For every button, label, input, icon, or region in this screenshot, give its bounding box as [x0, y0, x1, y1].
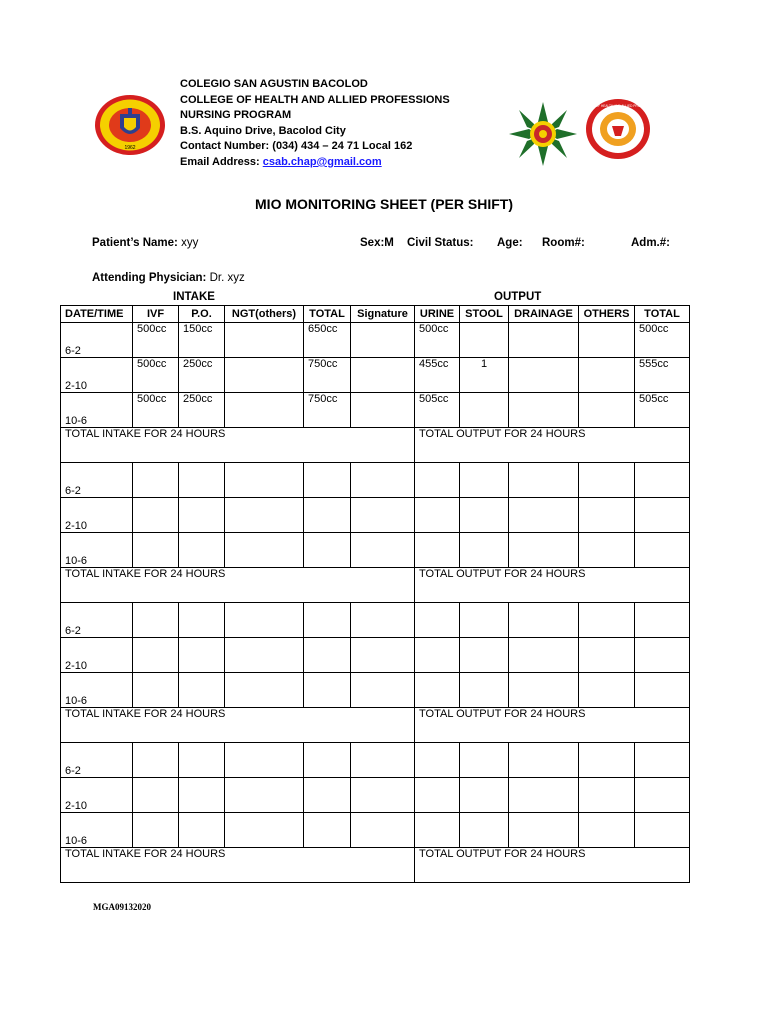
others-cell	[579, 358, 635, 393]
seal-year-text: 1962	[124, 145, 136, 151]
ngt-cell	[225, 638, 304, 673]
total-intake-cell	[304, 463, 351, 498]
signature-cell	[351, 778, 415, 813]
column-header: IVF	[133, 306, 179, 323]
urine-cell	[415, 463, 460, 498]
shift-cell: 10-6	[61, 393, 133, 428]
table-row	[61, 358, 690, 393]
total-output-24h-cell: TOTAL OUTPUT FOR 24 HOURS	[415, 848, 690, 883]
drainage-cell	[509, 393, 579, 428]
others-cell	[579, 463, 635, 498]
column-header: P.O.	[179, 306, 225, 323]
drainage-cell	[509, 498, 579, 533]
total-output-cell	[635, 603, 690, 638]
po-cell	[179, 533, 225, 568]
ivf-cell: 500cc	[133, 393, 179, 428]
signature-cell	[351, 358, 415, 393]
others-cell	[579, 638, 635, 673]
urine-cell	[415, 638, 460, 673]
stool-cell	[460, 393, 509, 428]
ngt-cell	[225, 498, 304, 533]
shift-cell: 2-10	[61, 498, 133, 533]
others-cell	[579, 778, 635, 813]
drainage-cell	[509, 603, 579, 638]
others-cell	[579, 533, 635, 568]
drainage-cell	[509, 673, 579, 708]
total-output-cell	[635, 463, 690, 498]
urine-cell	[415, 743, 460, 778]
signature-cell	[351, 673, 415, 708]
ivf-cell	[133, 813, 179, 848]
total-output-cell	[635, 673, 690, 708]
sex-field	[360, 237, 394, 249]
room-label: Room#:	[542, 237, 585, 249]
stool-cell	[460, 673, 509, 708]
physician-field	[92, 272, 245, 284]
ngt-cell	[225, 393, 304, 428]
total-output-cell	[635, 638, 690, 673]
output-heading: OUTPUT	[494, 291, 542, 303]
drainage-cell	[509, 323, 579, 358]
shift-cell: 6-2	[61, 463, 133, 498]
po-cell	[179, 743, 225, 778]
others-cell	[579, 673, 635, 708]
shift-cell: 2-10	[61, 358, 133, 393]
total-24h-row	[61, 848, 690, 883]
signature-cell	[351, 393, 415, 428]
intake-heading: INTAKE	[173, 291, 215, 303]
total-output-cell: 500cc	[635, 323, 690, 358]
others-cell	[579, 323, 635, 358]
total-intake-cell	[304, 743, 351, 778]
age-label: Age:	[497, 237, 523, 249]
total-output-24h-cell: TOTAL OUTPUT FOR 24 HOURS	[415, 708, 690, 743]
ivf-cell	[133, 498, 179, 533]
ngt-cell	[225, 813, 304, 848]
signature-cell	[351, 603, 415, 638]
urine-cell	[415, 673, 460, 708]
ivf-cell	[133, 463, 179, 498]
column-header: OTHERS	[579, 306, 635, 323]
total-output-cell	[635, 498, 690, 533]
po-cell	[179, 778, 225, 813]
total-intake-24h-cell: TOTAL INTAKE FOR 24 HOURS	[61, 568, 415, 603]
ngt-cell	[225, 463, 304, 498]
total-intake-cell	[304, 638, 351, 673]
table-row	[61, 743, 690, 778]
po-cell	[179, 638, 225, 673]
ngt-cell	[225, 323, 304, 358]
table-row	[61, 778, 690, 813]
drainage-cell	[509, 743, 579, 778]
ngt-cell	[225, 533, 304, 568]
column-header: DATE/TIME	[61, 306, 133, 323]
drainage-cell	[509, 358, 579, 393]
ivf-cell	[133, 603, 179, 638]
shift-cell: 6-2	[61, 323, 133, 358]
total-intake-cell	[304, 603, 351, 638]
shift-cell: 10-6	[61, 673, 133, 708]
po-cell	[179, 498, 225, 533]
total-intake-cell	[304, 813, 351, 848]
total-output-cell	[635, 813, 690, 848]
ngt-cell	[225, 603, 304, 638]
column-header: NGT(others)	[225, 306, 304, 323]
others-cell	[579, 603, 635, 638]
table-row	[61, 393, 690, 428]
total-intake-24h-cell: TOTAL INTAKE FOR 24 HOURS	[61, 848, 415, 883]
urine-cell	[415, 533, 460, 568]
total-intake-24h-cell: TOTAL INTAKE FOR 24 HOURS	[61, 708, 415, 743]
total-intake-cell: 750cc	[304, 393, 351, 428]
shift-cell: 2-10	[61, 778, 133, 813]
signature-cell	[351, 813, 415, 848]
table-row	[61, 603, 690, 638]
po-cell: 250cc	[179, 358, 225, 393]
physician-value: Dr. xyz	[209, 272, 245, 284]
header-line: Contact Number: (034) 434 – 24 71 Local 162	[180, 140, 413, 152]
column-header: TOTAL	[635, 306, 690, 323]
po-cell	[179, 463, 225, 498]
others-cell	[579, 743, 635, 778]
total-24h-row	[61, 568, 690, 603]
po-cell	[179, 673, 225, 708]
table-row	[61, 533, 690, 568]
header-line: NURSING PROGRAM	[180, 109, 292, 121]
column-header: URINE	[415, 306, 460, 323]
column-header: DRAINAGE	[509, 306, 579, 323]
patient-name-value: xyy	[181, 237, 199, 249]
ngt-cell	[225, 358, 304, 393]
school-seal-logo	[94, 94, 166, 156]
total-intake-cell	[304, 498, 351, 533]
signature-cell	[351, 463, 415, 498]
po-cell: 150cc	[179, 323, 225, 358]
po-cell: 250cc	[179, 393, 225, 428]
total-output-cell	[635, 778, 690, 813]
email-line	[180, 155, 382, 170]
column-header: Signature	[351, 306, 415, 323]
chap-seal-text: COLLEGE OF HEALTH AND ALLIED PROFESSIONS	[579, 104, 657, 108]
table-row	[61, 463, 690, 498]
signature-cell	[351, 323, 415, 358]
drainage-cell	[509, 463, 579, 498]
drainage-cell	[509, 533, 579, 568]
ivf-cell	[133, 638, 179, 673]
table-row	[61, 673, 690, 708]
po-cell	[179, 603, 225, 638]
nursing-star-logo	[507, 100, 579, 168]
urine-cell: 505cc	[415, 393, 460, 428]
total-output-cell	[635, 533, 690, 568]
drainage-cell	[509, 778, 579, 813]
table-header-row	[61, 306, 690, 323]
total-24h-row	[61, 708, 690, 743]
drainage-cell	[509, 813, 579, 848]
signature-cell	[351, 743, 415, 778]
urine-cell: 455cc	[415, 358, 460, 393]
table-row	[61, 638, 690, 673]
ivf-cell	[133, 778, 179, 813]
signature-cell	[351, 638, 415, 673]
total-intake-cell: 750cc	[304, 358, 351, 393]
mio-table	[60, 305, 690, 883]
total-intake-24h-cell: TOTAL INTAKE FOR 24 HOURS	[61, 428, 415, 463]
email-link[interactable]: csab.chap@gmail.com	[262, 156, 382, 168]
others-cell	[579, 498, 635, 533]
total-output-24h-cell: TOTAL OUTPUT FOR 24 HOURS	[415, 568, 690, 603]
urine-cell	[415, 778, 460, 813]
sex-label: Sex:	[360, 237, 385, 249]
total-intake-cell: 650cc	[304, 323, 351, 358]
ivf-cell	[133, 673, 179, 708]
header-line: COLLEGE OF HEALTH AND ALLIED PROFESSIONS	[180, 94, 450, 106]
drainage-cell	[509, 638, 579, 673]
physician-label: Attending Physician:	[92, 272, 207, 284]
stool-cell	[460, 498, 509, 533]
total-intake-cell	[304, 533, 351, 568]
header-line: COLEGIO SAN AGUSTIN BACOLOD	[180, 78, 368, 90]
shift-cell: 10-6	[61, 813, 133, 848]
stool-cell	[460, 813, 509, 848]
sex-value: M	[384, 237, 394, 249]
ivf-cell: 500cc	[133, 358, 179, 393]
table-row	[61, 323, 690, 358]
table-row	[61, 498, 690, 533]
column-header: TOTAL	[304, 306, 351, 323]
ivf-cell: 500cc	[133, 323, 179, 358]
stool-cell	[460, 323, 509, 358]
stool-cell	[460, 778, 509, 813]
stool-cell	[460, 463, 509, 498]
stool-cell	[460, 743, 509, 778]
total-output-24h-cell: TOTAL OUTPUT FOR 24 HOURS	[415, 428, 690, 463]
signature-cell	[351, 498, 415, 533]
page-title: MIO MONITORING SHEET (PER SHIFT)	[255, 196, 513, 212]
form-code: MGA09132020	[93, 902, 151, 912]
ngt-cell	[225, 743, 304, 778]
patient-name-field	[92, 237, 198, 249]
urine-cell	[415, 813, 460, 848]
urine-cell	[415, 603, 460, 638]
total-intake-cell	[304, 673, 351, 708]
others-cell	[579, 393, 635, 428]
total-output-cell: 555cc	[635, 358, 690, 393]
total-intake-cell	[304, 778, 351, 813]
civil-status-label: Civil Status:	[407, 237, 474, 249]
urine-cell	[415, 498, 460, 533]
po-cell	[179, 813, 225, 848]
table-row	[61, 813, 690, 848]
shift-cell: 10-6	[61, 533, 133, 568]
shift-cell: 2-10	[61, 638, 133, 673]
ivf-cell	[133, 743, 179, 778]
total-24h-row	[61, 428, 690, 463]
adm-label: Adm.#:	[631, 237, 670, 249]
stool-cell	[460, 533, 509, 568]
ngt-cell	[225, 673, 304, 708]
signature-cell	[351, 533, 415, 568]
ngt-cell	[225, 778, 304, 813]
stool-cell	[460, 603, 509, 638]
header-line: B.S. Aquino Drive, Bacolod City	[180, 125, 346, 137]
chap-seal-logo	[579, 98, 657, 160]
others-cell	[579, 813, 635, 848]
shift-cell: 6-2	[61, 743, 133, 778]
patient-name-label: Patient’s Name:	[92, 237, 178, 249]
total-output-cell	[635, 743, 690, 778]
total-output-cell: 505cc	[635, 393, 690, 428]
ivf-cell	[133, 533, 179, 568]
stool-cell	[460, 638, 509, 673]
column-header: STOOL	[460, 306, 509, 323]
urine-cell: 500cc	[415, 323, 460, 358]
shift-cell: 6-2	[61, 603, 133, 638]
email-label: Email Address:	[180, 156, 263, 168]
stool-cell: 1	[460, 358, 509, 393]
